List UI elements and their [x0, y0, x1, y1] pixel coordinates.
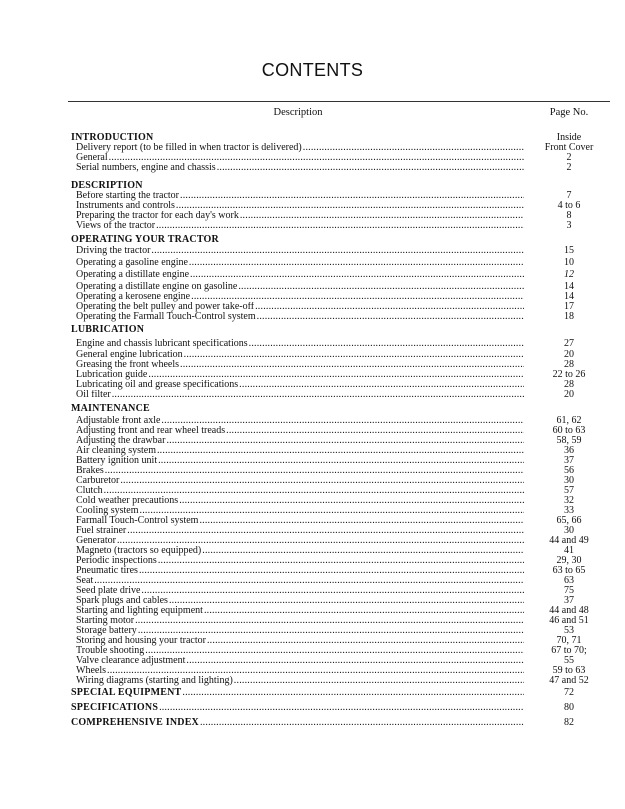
page-number: 29, 30: [556, 555, 582, 566]
dot-leader: [169, 596, 524, 606]
page-number: 44 and 48: [549, 605, 589, 616]
entry-label: Carburetor: [76, 476, 120, 486]
entry-label-wrap: [76, 302, 524, 312]
section-heading-row: [68, 703, 610, 713]
toc-entry-row: [68, 626, 610, 636]
dot-leader: [238, 282, 524, 292]
entry-label-wrap: [76, 380, 524, 390]
entry-label-wrap: [71, 404, 524, 414]
toc-entry-row: [68, 312, 610, 322]
dot-leader: [158, 556, 524, 566]
toc-entry-row: [68, 143, 610, 153]
entry-label-wrap: [76, 646, 524, 656]
entry-label-wrap: [76, 576, 524, 586]
page-number: 55: [564, 655, 574, 666]
entry-label-wrap: [76, 163, 524, 173]
page-number: 44 and 49: [549, 535, 589, 546]
page-number: 2: [566, 152, 572, 163]
entry-label-wrap: [76, 586, 524, 596]
page-column-header: Page No.: [549, 107, 589, 118]
page-number: 70, 71: [556, 635, 582, 646]
entry-label: Brakes: [76, 466, 104, 476]
dot-leader: [148, 370, 524, 380]
toc-entry-row: [68, 556, 610, 566]
page-number: 20: [564, 349, 574, 360]
page-number: 59 to 63: [552, 665, 586, 676]
dot-leader: [112, 390, 524, 400]
section-heading: MAINTENANCE: [71, 404, 150, 414]
toc-entry-row: [68, 516, 610, 526]
entry-label-wrap: [76, 270, 524, 280]
page-number: 22 to 26: [552, 369, 586, 380]
entry-label: Lubricating oil and grease specifications: [76, 380, 239, 390]
entry-label: Greasing the front wheels: [76, 360, 180, 370]
entry-label: Seat: [76, 576, 94, 586]
entry-label-wrap: [76, 258, 524, 268]
entry-label: Delivery report (to be filled in when tractor is delivered): [76, 143, 302, 153]
page-number: 60 to 63: [552, 425, 586, 436]
dot-leader: [94, 576, 524, 586]
dot-leader: [190, 270, 524, 280]
entry-label: Instruments and controls: [76, 201, 175, 211]
dot-leader: [189, 258, 524, 268]
entry-label: Operating the Farmall Touch-Control system: [76, 312, 256, 322]
toc-entry-row: [68, 446, 610, 456]
entry-label-wrap: [76, 566, 524, 576]
dot-leader: [204, 606, 524, 616]
dot-leader: [240, 211, 524, 221]
page-number: 15: [564, 245, 574, 256]
dot-leader: [127, 526, 524, 536]
entry-label-wrap: [76, 221, 524, 231]
dot-leader: [179, 496, 524, 506]
entry-label-wrap: [76, 496, 524, 506]
page-number: 56: [564, 465, 574, 476]
toc-entry-row: [68, 416, 610, 426]
dot-leader: [207, 636, 524, 646]
page-number: 37: [564, 595, 574, 606]
page-number: 63 to 65: [552, 565, 586, 576]
dot-leader: [141, 586, 524, 596]
dot-leader: [234, 676, 524, 686]
dot-leader: [105, 466, 524, 476]
section-heading-row: [68, 133, 610, 143]
entry-label: Serial numbers, engine and chassis: [76, 163, 216, 173]
page-number: 82: [564, 717, 574, 728]
entry-label: Spark plugs and cables: [76, 596, 168, 606]
entry-label: Views of the tractor: [76, 221, 156, 231]
toc-entry-row: [68, 496, 610, 506]
page-number: 2: [566, 162, 572, 173]
page-number: 4 to 6: [557, 200, 581, 211]
toc-entry-row: [68, 586, 610, 596]
toc-entry-row: [68, 486, 610, 496]
toc-entry-row: [68, 426, 610, 436]
entry-label: Storage battery: [76, 626, 137, 636]
toc-entry-row: [68, 360, 610, 370]
toc-entry-row: [68, 526, 610, 536]
dot-leader: [176, 201, 524, 211]
entry-label-wrap: [76, 153, 524, 163]
entry-label: Generator: [76, 536, 116, 546]
entry-label-wrap: [76, 370, 524, 380]
entry-label: Oil filter: [76, 390, 111, 400]
toc-entry-row: [68, 339, 610, 349]
entry-label-wrap: [76, 666, 524, 676]
page-number: 36: [564, 445, 574, 456]
entry-label: Trouble shooting: [76, 646, 145, 656]
toc-entry-row: [68, 646, 610, 656]
page-number: 72: [564, 687, 574, 698]
dot-leader: [180, 360, 524, 370]
entry-label-wrap: [76, 282, 524, 292]
entry-label: Valve clearance adjustment: [76, 656, 186, 666]
entry-label-wrap: [71, 133, 524, 143]
entry-label-wrap: [76, 596, 524, 606]
page-number: 7: [566, 190, 572, 201]
entry-label: Operating the belt pulley and power take-off: [76, 302, 255, 312]
page-number: 10: [564, 257, 574, 268]
entry-label-wrap: [76, 246, 524, 256]
entry-label-wrap: [71, 235, 524, 245]
page-number: 8: [566, 210, 572, 221]
dot-leader: [182, 688, 524, 698]
entry-label: Air cleaning system: [76, 446, 156, 456]
section-heading-row: [68, 235, 610, 245]
page-number: 32: [564, 495, 574, 506]
dot-leader: [202, 546, 524, 556]
page-number: 41: [564, 545, 574, 556]
entry-label: Magneto (tractors so equipped): [76, 546, 202, 556]
dot-leader: [217, 163, 524, 173]
section-heading-row: [68, 688, 610, 698]
toc-entry-row: [68, 270, 610, 280]
dot-leader: [138, 626, 524, 636]
entry-label: Adjusting front and rear wheel treads: [76, 426, 226, 436]
entry-label-wrap: [76, 506, 524, 516]
dot-leader: [200, 718, 524, 728]
entry-label: Before starting the tractor: [76, 191, 180, 201]
entry-label-wrap: [76, 606, 524, 616]
toc-entry-row: [68, 163, 610, 173]
toc-entry-row: [68, 258, 610, 268]
dot-leader: [107, 666, 524, 676]
page-number: 30: [564, 525, 574, 536]
dot-leader: [140, 506, 524, 516]
entry-label: Adjustable front axle: [76, 416, 161, 426]
entry-label-wrap: [76, 426, 524, 436]
entry-label-wrap: [71, 325, 524, 335]
toc-entry-row: [68, 456, 610, 466]
entry-label-wrap: [76, 486, 524, 496]
entry-label: Fuel strainer: [76, 526, 127, 536]
entry-label: Starting and lighting equipment: [76, 606, 203, 616]
entry-label: General engine lubrication: [76, 350, 183, 360]
dot-leader: [186, 656, 524, 666]
dot-leader: [161, 416, 524, 426]
entry-label-wrap: [76, 143, 524, 153]
entry-label: Storing and housing your tractor: [76, 636, 206, 646]
page-number: 17: [564, 301, 574, 312]
entry-label: Adjusting the drawbar: [76, 436, 166, 446]
entry-label: Cold weather precautions: [76, 496, 179, 506]
dot-leader: [226, 426, 524, 436]
dot-leader: [180, 191, 524, 201]
dot-leader: [255, 302, 524, 312]
entry-label-wrap: [76, 656, 524, 666]
toc-entry-row: [68, 616, 610, 626]
page-number: 28: [564, 359, 574, 370]
dot-leader: [158, 456, 524, 466]
toc-entry-row: [68, 191, 610, 201]
entry-label-wrap: [71, 703, 524, 713]
section-heading: SPECIFICATIONS: [71, 703, 159, 713]
toc-entry-row: [68, 380, 610, 390]
toc-entry-row: [68, 576, 610, 586]
dot-leader: [104, 486, 524, 496]
toc-entry-row: [68, 506, 610, 516]
toc-entry-row: [68, 221, 610, 231]
dot-leader: [159, 703, 524, 713]
entry-label: Clutch: [76, 486, 103, 496]
page-number: 12: [564, 269, 574, 280]
entry-label: Driving the tractor: [76, 246, 151, 256]
page-number: 46 and 51: [549, 615, 589, 626]
dot-leader: [120, 476, 524, 486]
section-heading: LUBRICATION: [71, 325, 145, 335]
dot-leader: [257, 312, 524, 322]
entry-label: Preparing the tractor for each day's work: [76, 211, 239, 221]
toc-entry-row: [68, 676, 610, 686]
toc-entry-row: [68, 350, 610, 360]
page-number: 47 and 52: [549, 675, 589, 686]
page-number: 14: [564, 291, 574, 302]
dot-leader: [249, 339, 524, 349]
toc-entry-row: [68, 536, 610, 546]
section-heading-row: [68, 404, 610, 414]
entry-label-wrap: [76, 676, 524, 686]
dot-leader: [139, 566, 524, 576]
entry-label-wrap: [76, 626, 524, 636]
entry-label: Farmall Touch-Control system: [76, 516, 199, 526]
page-number: 28: [564, 379, 574, 390]
toc-entry-row: [68, 476, 610, 486]
dot-leader: [184, 350, 524, 360]
page-number: 75: [564, 585, 574, 596]
dot-leader: [156, 221, 524, 231]
page-number: 18: [564, 311, 574, 322]
page-number: Front Cover: [544, 142, 594, 153]
dot-leader: [117, 536, 524, 546]
dot-leader: [157, 446, 524, 456]
toc-entry-row: [68, 153, 610, 163]
entry-label-wrap: [76, 416, 524, 426]
entry-label: Cooling system: [76, 506, 139, 516]
page-number: 80: [564, 702, 574, 713]
entry-label-wrap: [76, 390, 524, 400]
section-heading-row: [68, 181, 610, 191]
toc-entry-row: [68, 466, 610, 476]
entry-label-wrap: [76, 526, 524, 536]
entry-label: Operating a distillate engine: [76, 270, 190, 280]
entry-label-wrap: [76, 456, 524, 466]
entry-label-wrap: [76, 556, 524, 566]
toc-entry-row: [68, 292, 610, 302]
page-title: CONTENTS: [261, 60, 364, 80]
entry-label-wrap: [76, 292, 524, 302]
entry-label-wrap: [76, 360, 524, 370]
dot-leader: [109, 153, 524, 163]
entry-label: Operating a gasoline engine: [76, 258, 188, 268]
toc-entry-row: [68, 211, 610, 221]
entry-label: Seed plate drive: [76, 586, 141, 596]
entry-label: Operating a kerosene engine: [76, 292, 191, 302]
page-number: 33: [564, 505, 574, 516]
section-heading: INTRODUCTION: [71, 133, 154, 143]
toc-entry-row: [68, 546, 610, 556]
entry-label: Periodic inspections: [76, 556, 157, 566]
entry-label-wrap: [76, 476, 524, 486]
entry-label-wrap: [76, 350, 524, 360]
toc-entry-row: [68, 201, 610, 211]
page-number: Inside: [556, 132, 582, 143]
page-number: 37: [564, 455, 574, 466]
entry-label-wrap: [76, 636, 524, 646]
page-number: 3: [566, 220, 572, 231]
toc-entry-row: [68, 666, 610, 676]
entry-label-wrap: [76, 616, 524, 626]
toc-entry-row: [68, 656, 610, 666]
dot-leader: [151, 246, 524, 256]
page-number: 63: [564, 575, 574, 586]
toc-entry-row: [68, 302, 610, 312]
entry-label: Wiring diagrams (starting and lighting): [76, 676, 233, 686]
entry-label-wrap: [76, 339, 524, 349]
entry-label-wrap: [76, 516, 524, 526]
page-number: 58, 59: [556, 435, 582, 446]
page-number: 67 to 70;: [551, 645, 587, 656]
dot-leader: [199, 516, 524, 526]
page-number: 61, 62: [556, 415, 582, 426]
entry-label-wrap: [76, 201, 524, 211]
toc-entry-row: [68, 246, 610, 256]
entry-label-wrap: [76, 546, 524, 556]
entry-label-wrap: [76, 211, 524, 221]
toc-entry-row: [68, 606, 610, 616]
section-heading: OPERATING YOUR TRACTOR: [71, 235, 219, 245]
dot-leader: [191, 292, 524, 302]
section-heading: SPECIAL EQUIPMENT: [71, 688, 182, 698]
toc-entry-row: [68, 282, 610, 292]
entry-label: Lubrication guide: [76, 370, 148, 380]
page-number: 53: [564, 625, 574, 636]
toc-entry-row: [68, 596, 610, 606]
entry-label-wrap: [76, 446, 524, 456]
dot-leader: [145, 646, 524, 656]
page-number: 27: [564, 338, 574, 349]
entry-label-wrap: [71, 688, 524, 698]
dot-leader: [239, 380, 524, 390]
entry-label-wrap: [76, 191, 524, 201]
header-rule: [68, 101, 610, 102]
page-number: 65, 66: [556, 515, 582, 526]
dot-leader: [135, 616, 524, 626]
section-heading-row: [68, 325, 610, 335]
entry-label-wrap: [76, 436, 524, 446]
entry-label: Battery ignition unit: [76, 456, 158, 466]
entry-label-wrap: [76, 466, 524, 476]
dot-leader: [166, 436, 524, 446]
page-number: 57: [564, 485, 574, 496]
section-heading: COMPREHENSIVE INDEX: [71, 718, 199, 728]
page-number: 20: [564, 389, 574, 400]
entry-label-wrap: [71, 718, 524, 728]
entry-label: General: [76, 153, 108, 163]
section-heading: DESCRIPTION: [71, 181, 143, 191]
toc-entry-row: [68, 636, 610, 646]
entry-label-wrap: [76, 312, 524, 322]
toc-entry-row: [68, 390, 610, 400]
dot-leader: [303, 143, 524, 153]
entry-label-wrap: [71, 181, 524, 191]
entry-label: Operating a distillate engine on gasoline: [76, 282, 238, 292]
description-column-header: Description: [273, 107, 323, 118]
entry-label: Engine and chassis lubricant specifications: [76, 339, 248, 349]
entry-label: Pneumatic tires: [76, 566, 138, 576]
toc-entry-row: [68, 436, 610, 446]
entry-label: Starting motor: [76, 616, 135, 626]
section-heading-row: [68, 718, 610, 728]
page-number: 14: [564, 281, 574, 292]
entry-label: Wheels: [76, 666, 106, 676]
entry-label-wrap: [76, 536, 524, 546]
toc-entry-row: [68, 370, 610, 380]
page-number: 30: [564, 475, 574, 486]
toc-entry-row: [68, 566, 610, 576]
